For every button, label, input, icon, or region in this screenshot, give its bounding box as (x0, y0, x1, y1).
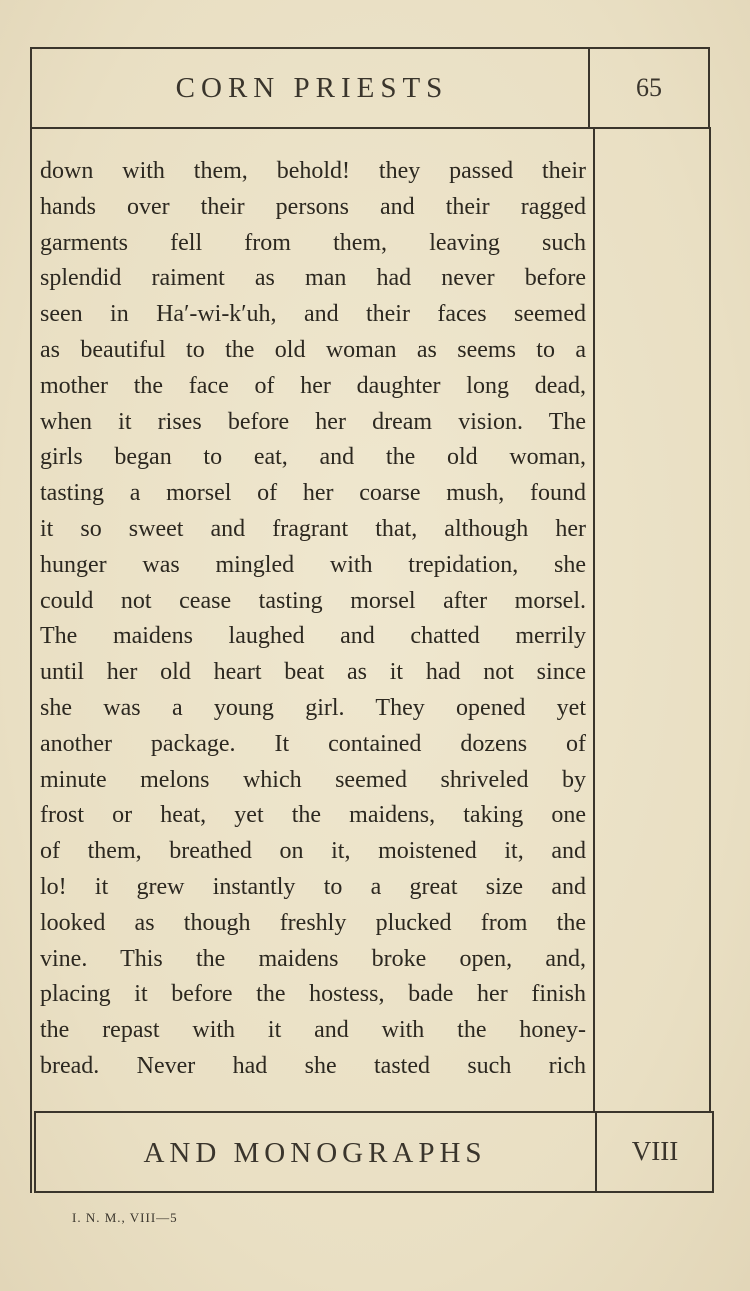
text-line: the repast with it and with the honey- (40, 1017, 586, 1044)
page-number: 65 (636, 73, 662, 102)
text-line: as beautiful to the old woman as seems to a (40, 336, 586, 363)
text-line: garments fell from them, leaving such (40, 229, 586, 256)
text-line: until her old heart beat as it had not since (40, 659, 586, 686)
text-line: The maidens laughed and chatted merrily (40, 623, 586, 650)
printer-signature: I. N. M., VIII—5 (72, 1210, 178, 1225)
text-line: hands over their persons and their ragged (40, 193, 586, 220)
body-text (40, 154, 586, 1085)
text-line: placing it before the hostess, bade her finish (40, 981, 586, 1008)
text-line: of them, breathed on it, moistened it, and (40, 838, 586, 865)
text-line: splendid raiment as man had never before (40, 265, 586, 292)
volume-number: VIII (631, 1135, 679, 1166)
frame-left-rule (30, 47, 32, 1193)
margin-column-left-rule (593, 127, 595, 1112)
text-line: frost or heat, yet the maidens, taking one (40, 802, 586, 829)
text-line: bread. Never had she tasted such rich (40, 1052, 586, 1079)
text-line: when it rises before her dream vision. The (40, 408, 586, 435)
text-line: down with them, behold! they passed their (40, 158, 586, 184)
text-line: another package. It contained dozens of (40, 730, 586, 757)
text-line: vine. This the maidens broke open, and, (40, 945, 586, 972)
text-line: could not cease tasting morsel after morsel. (40, 587, 586, 614)
text-line: minute melons which seemed shriveled by (40, 766, 586, 793)
text-line: lo! it grew instantly to a great size and (40, 873, 586, 900)
text-line: hunger was mingled with trepidation, she (40, 551, 586, 578)
text-line: girls began to eat, and the old woman, (40, 444, 586, 471)
text-line: mother the face of her daughter long dead, (40, 372, 586, 399)
margin-column-right-rule (709, 127, 711, 1112)
text-line: she was a young girl. They opened yet (40, 694, 586, 721)
frame-right-rule-top (708, 47, 710, 129)
text-line: it so sweet and fragrant that, although her (40, 515, 586, 542)
text-line: looked as though freshly plucked from the (40, 909, 586, 936)
series-title: AND MONOGRAPHS (143, 1136, 487, 1169)
running-head-title: CORN PRIESTS (175, 71, 449, 104)
text-line: tasting a morsel of her coarse mush, found (40, 480, 586, 507)
text-line: seen in Ha′-wi-k′uh, and their faces seemed (40, 301, 586, 328)
